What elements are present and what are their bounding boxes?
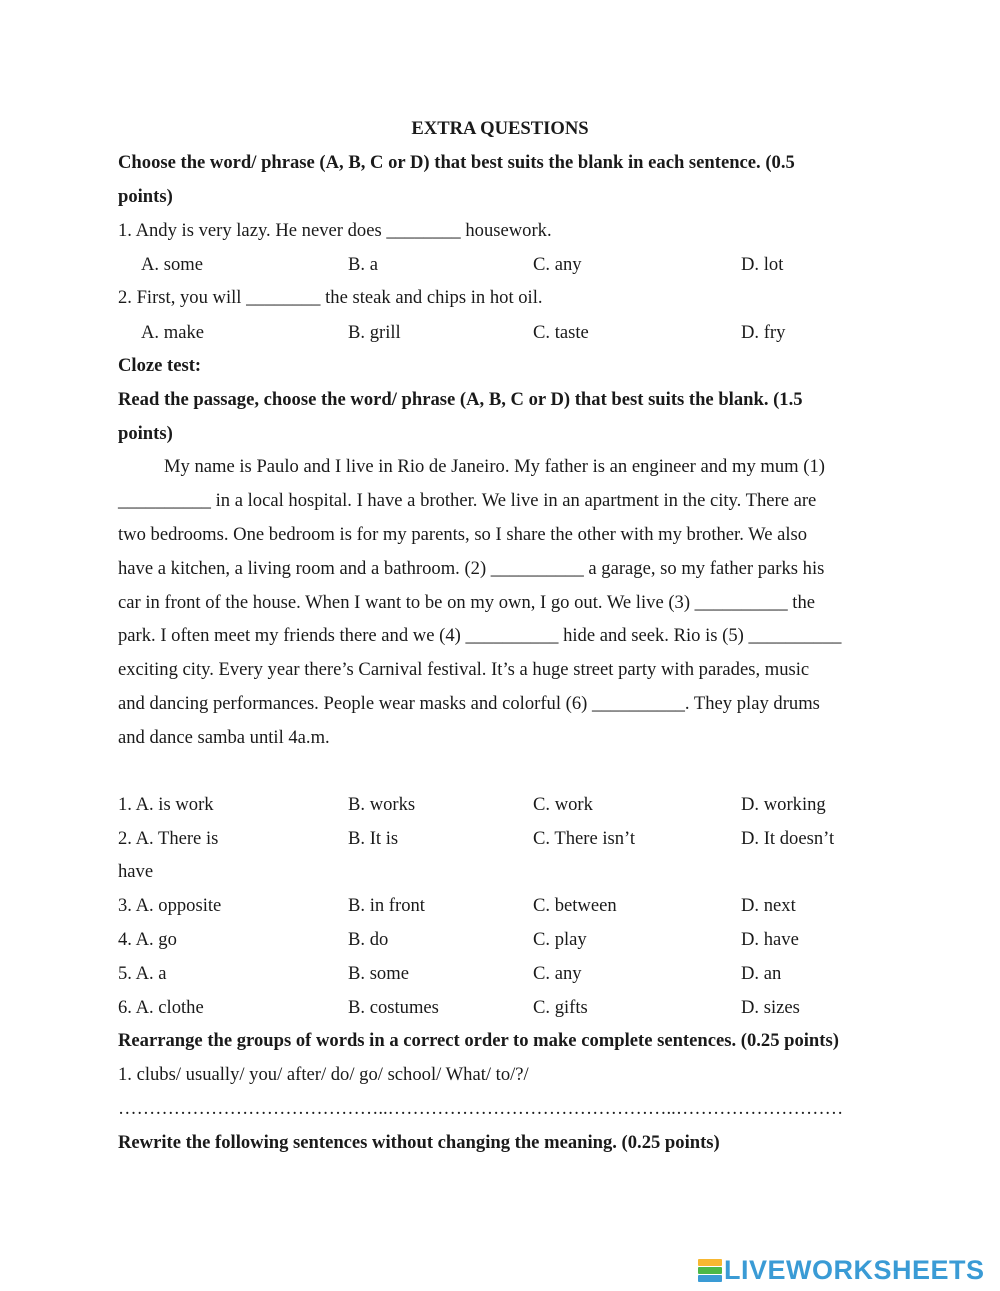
rewrite-instruction: Rewrite the following sentences without changing the meaning. (0.25 points)	[118, 1132, 720, 1153]
cloze-2-option-b[interactable]: B. It is	[348, 828, 399, 849]
cloze-instruction: Read the passage, choose the word/ phrase (A, B, C or D) that best suits the blank. (1.5	[118, 389, 803, 410]
cloze-3-option-a[interactable]: 3. A. opposite	[118, 895, 222, 916]
cloze-4-option-b[interactable]: B. do	[348, 929, 389, 950]
logo-bar	[698, 1275, 722, 1282]
passage-line: My name is Paulo and I live in Rio de Janeiro. My father is an engineer and my mum (1)	[164, 456, 825, 477]
cloze-5-option-c[interactable]: C. any	[533, 963, 582, 984]
logo-bar	[698, 1267, 722, 1274]
rearrange-answer-line[interactable]: ……………………………………..………………………………………..………………………	[118, 1098, 844, 1119]
q1-option-b[interactable]: B. a	[348, 254, 378, 275]
cloze-instruction-cont: points)	[118, 423, 173, 444]
q2-option-b[interactable]: B. grill	[348, 322, 401, 343]
passage-line: have a kitchen, a living room and a bathroom. (2) __________ a garage, so my father parks his	[118, 558, 825, 579]
cloze-4-option-c[interactable]: C. play	[533, 929, 587, 950]
cloze-2-option-a[interactable]: 2. A. There is	[118, 828, 219, 849]
q1-option-c[interactable]: C. any	[533, 254, 582, 275]
cloze-6-option-a[interactable]: 6. A. clothe	[118, 997, 204, 1018]
question-1: 1. Andy is very lazy. He never does ________ housework.	[118, 220, 552, 241]
cloze-5-option-b[interactable]: B. some	[348, 963, 409, 984]
cloze-2-option-d[interactable]: D. It doesn’t	[741, 828, 835, 849]
q2-option-d[interactable]: D. fry	[741, 322, 786, 343]
cloze-5-option-a[interactable]: 5. A. a	[118, 963, 167, 984]
q2-option-c[interactable]: C. taste	[533, 322, 589, 343]
cloze-1-option-a[interactable]: 1. A. is work	[118, 794, 214, 815]
logo-text: LIVEWORKSHEETS	[724, 1254, 985, 1285]
passage-line: and dancing performances. People wear masks and colorful (6) __________. They play drums	[118, 693, 820, 714]
q2-option-a[interactable]: A. make	[141, 322, 204, 343]
cloze-3-option-c[interactable]: C. between	[533, 895, 617, 916]
cloze-3-option-b[interactable]: B. in front	[348, 895, 425, 916]
cloze-5-option-d[interactable]: D. an	[741, 963, 782, 984]
passage-line: exciting city. Every year there’s Carnival festival. It’s a huge street party with parades, music	[118, 659, 810, 680]
cloze-2-option-d-wrap: have	[118, 861, 154, 882]
cloze-1-option-b[interactable]: B. works	[348, 794, 416, 815]
cloze-6-option-c[interactable]: C. gifts	[533, 997, 588, 1018]
cloze-4-option-d[interactable]: D. have	[741, 929, 799, 950]
cloze-2-option-c[interactable]: C. There isn’t	[533, 828, 636, 849]
question-2: 2. First, you will ________ the steak and chips in hot oil.	[118, 287, 543, 308]
cloze-heading: Cloze test:	[118, 355, 202, 376]
liveworksheets-logo	[698, 1255, 985, 1285]
rearrange-item-1: 1. clubs/ usually/ you/ after/ do/ go/ school/ What/ to/?/	[118, 1064, 529, 1085]
q1-option-d[interactable]: D. lot	[741, 254, 784, 275]
q1-option-a[interactable]: A. some	[141, 254, 203, 275]
section1-instruction: Choose the word/ phrase (A, B, C or D) that best suits the blank in each sentence. (0.5	[118, 152, 795, 173]
passage-line: and dance samba until 4a.m.	[118, 727, 330, 748]
cloze-4-option-a[interactable]: 4. A. go	[118, 929, 177, 950]
cloze-6-option-b[interactable]: B. costumes	[348, 997, 439, 1018]
section1-instruction-cont: points)	[118, 186, 173, 207]
cloze-1-option-c[interactable]: C. work	[533, 794, 593, 815]
cloze-1-option-d[interactable]: D. working	[741, 794, 826, 815]
cloze-6-option-d[interactable]: D. sizes	[741, 997, 800, 1018]
passage-line: car in front of the house. When I want to be on my own, I go out. We live (3) __________ the	[118, 592, 816, 613]
passage-line: two bedrooms. One bedroom is for my parents, so I share the other with my brother. We also	[118, 524, 808, 545]
passage-line: park. I often meet my friends there and we (4) __________ hide and seek. Rio is (5) __________	[118, 625, 842, 646]
liveworksheets-logo-icon	[698, 1259, 722, 1282]
logo-bar	[698, 1259, 722, 1266]
rearrange-instruction: Rearrange the groups of words in a correct order to make complete sentences. (0.25 points)	[118, 1030, 839, 1051]
passage-line: __________ in a local hospital. I have a brother. We live in an apartment in the city. There are	[118, 490, 817, 511]
page-title: EXTRA QUESTIONS	[411, 118, 589, 139]
cloze-3-option-d[interactable]: D. next	[741, 895, 796, 916]
